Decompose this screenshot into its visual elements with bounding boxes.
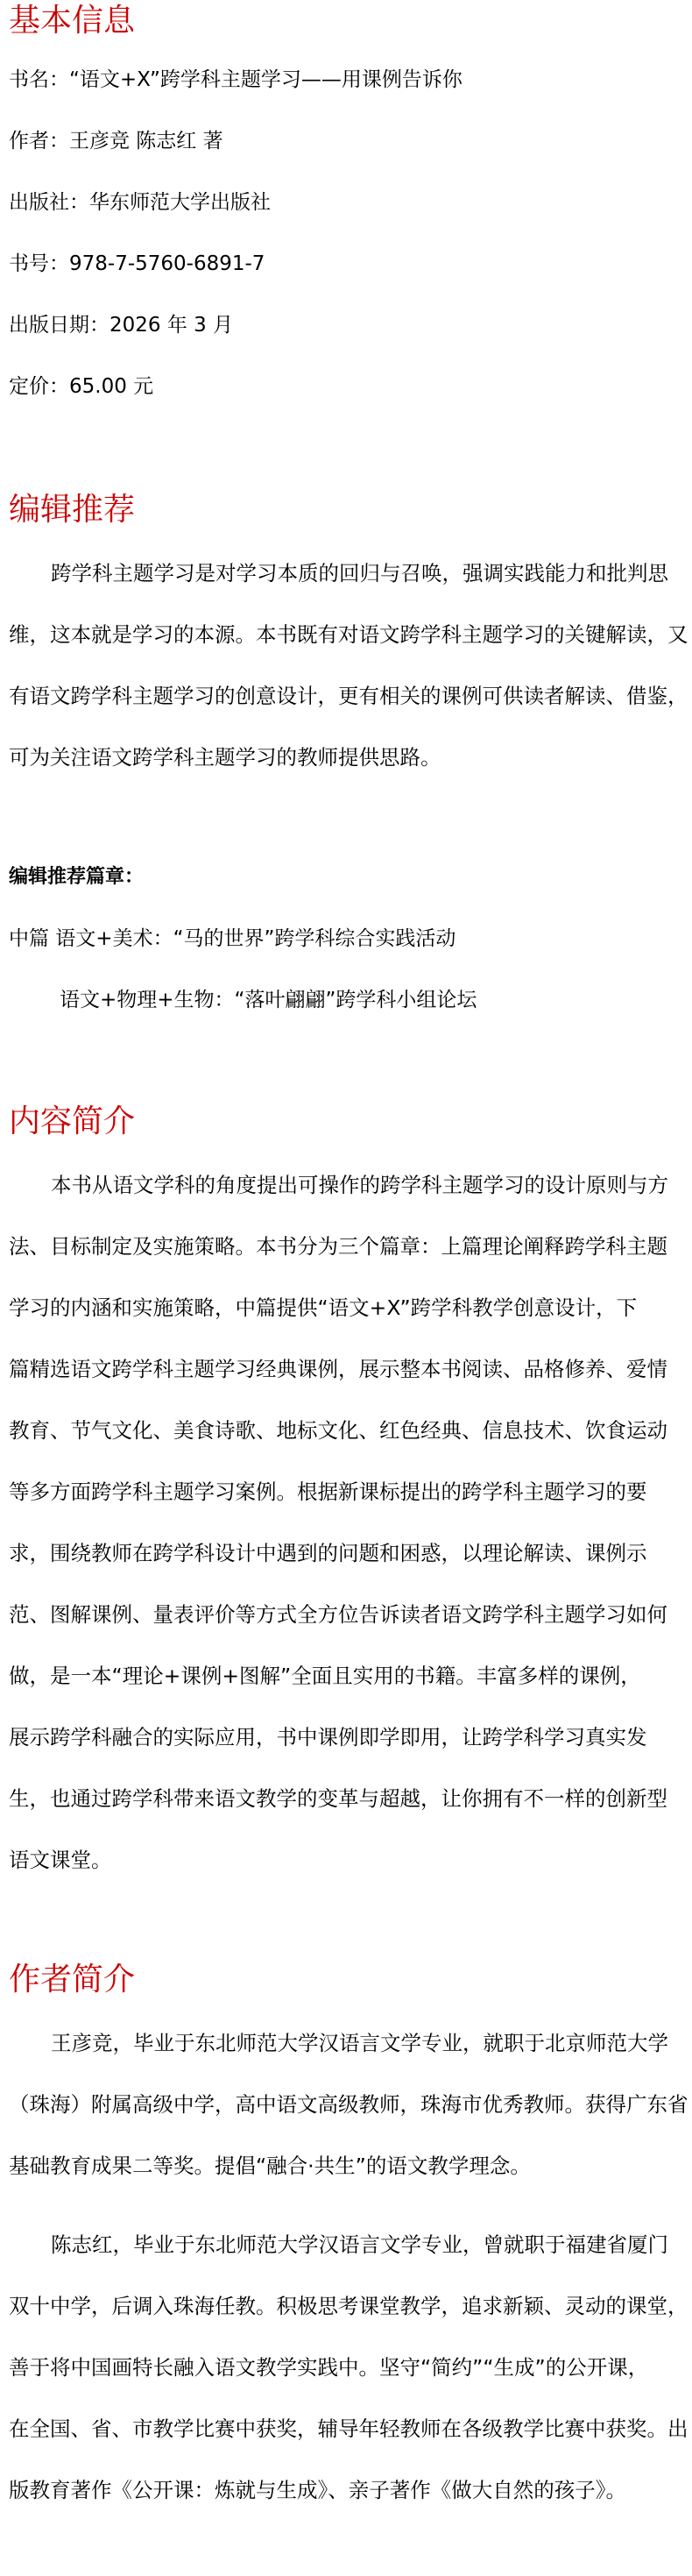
content-intro-line: 做，是一本“理论+课例+图解”全面且实用的书籍。丰富多样的课例， [9,1664,641,1688]
book-name: 书名：“语文+X”跨学科主题学习——用课例告诉你 [9,68,463,91]
recommend-chapter-item: 中篇 语文+美术：“马的世界”跨学科综合实践活动 [9,927,456,950]
content-intro-line: 教育、节气文化、美食诗歌、地标文化、红色经典、信息技术、饮食运动 [9,1418,667,1443]
author-bio-line: 在全国、省、市教学比赛中获奖，辅导年轻教师在各级教学比赛中获奖。出 [9,2416,688,2441]
content-intro-line: 等多方面跨学科主题学习案例。根据新课标提出的跨学科主题学习的要 [9,1480,647,1504]
content-intro-heading: 内容简介 [9,1103,136,1139]
author-bio-line: 善于将中国画特长融入语文教学实践中。坚守“简约”“生成”的公开课， [9,2355,649,2380]
content-intro-line: 展示跨学科融合的实际应用，书中课例即学即用，让跨学科学习真实发 [9,1725,647,1749]
basic-info-heading: 基本信息 [9,3,136,39]
content-intro-line: 生，也通过跨学科带来语文教学的变革与超越，让你拥有不一样的创新型 [9,1786,667,1811]
content-intro-line: 求，围绕教师在跨学科设计中遇到的问题和困惑，以理论解读、课例示 [9,1541,647,1565]
book-pub-date: 出版日期：2026 年 3 月 [9,314,234,337]
content-intro-line: 学习的内涵和实施策略，中篇提供“语文+X”跨学科教学创意设计，下 [9,1295,638,1320]
author-bio-line: 陈志红，毕业于东北师范大学汉语言文学专业，曾就职于福建省厦门 [51,2232,668,2257]
author-intro-heading: 作者简介 [9,1962,136,1998]
editor-recommend-heading: 编辑推荐 [9,492,136,528]
book-price: 定价：65.00 元 [9,375,154,398]
content-intro-line: 法、目标制定及实施策略。本书分为三个篇章：上篇理论阐释跨学科主题 [9,1234,667,1259]
content-intro-line: 语文课堂。 [9,1848,112,1872]
editor-recommend-line: 维，这本就是学习的本源。本书既有对语文跨学科主题学习的关键解读，又 [9,622,688,647]
content-intro-line: 范、图解课例、量表评价等方式全方位告诉读者语文跨学科主题学习如何 [9,1602,667,1627]
book-isbn: 书号：978-7-5760-6891-7 [9,252,265,275]
author-bio-line: 基础教育成果二等奖。提倡“融合·共生”的语文教学理念。 [9,2154,531,2178]
recommend-chapters-label: 编辑推荐篇章： [9,866,145,888]
content-intro-line: 本书从语文学科的角度提出可操作的跨学科主题学习的设计原则与方 [51,1173,668,1197]
content-intro-line: 篇精选语文跨学科主题学习经典课例，展示整本书阅读、品格修养、爱情 [9,1357,667,1381]
author-bio-line: 双十中学，后调入珠海任教。积极思考课堂教学，追求新颖、灵动的课堂， [9,2294,688,2318]
author-bio-line: （珠海）附属高级中学，高中语文高级教师，珠海市优秀教师。获得广东省 [9,2092,688,2117]
editor-recommend-line: 有语文跨学科主题学习的创意设计，更有相关的课例可供读者解读、借鉴， [9,684,688,708]
recommend-chapter-item: 语文+物理+生物：“落叶翩翩”跨学科小组论坛 [60,989,477,1011]
book-publisher: 出版社：华东师范大学出版社 [9,191,271,214]
book-authors: 作者：王彦竞 陈志红 著 [9,130,223,153]
editor-recommend-line: 跨学科主题学习是对学习本质的回归与召唤，强调实践能力和批判思 [51,561,668,585]
author-bio-line: 版教育著作《公开课：炼就与生成》、亲子著作《做大自然的孩子》。 [9,2478,626,2502]
editor-recommend-line: 可为关注语文跨学科主题学习的教师提供思路。 [9,745,441,770]
author-bio-line: 王彦竞，毕业于东北师范大学汉语言文学专业，就职于北京师范大学 [51,2031,668,2055]
